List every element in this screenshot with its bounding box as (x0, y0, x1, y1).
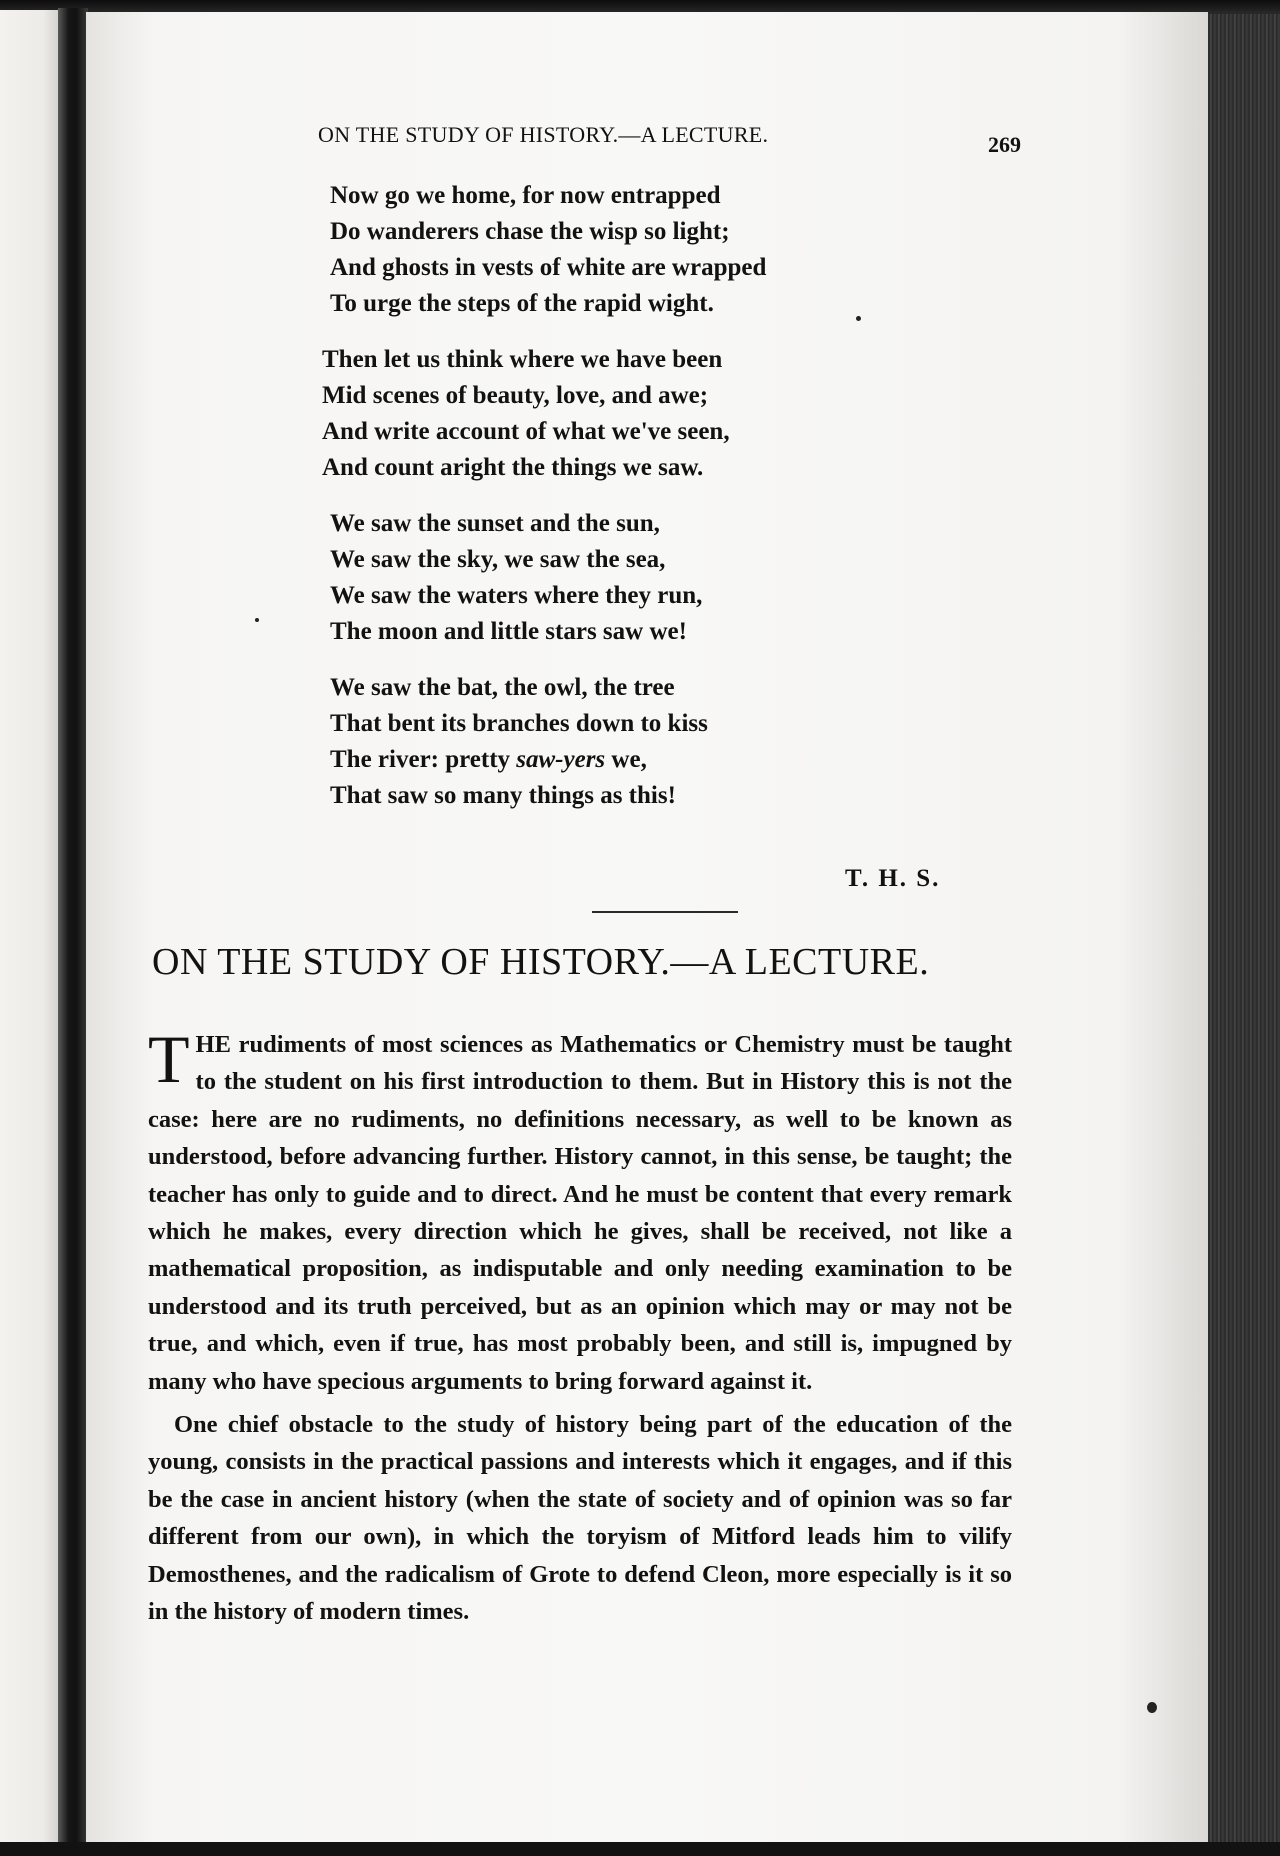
paragraph-1-text: HE rudiments of most sciences as Mathematics or Chemistry must be taught to the student on his first introduction to them. But in History this is not the case: here are no rudiments, no definitions necessary, as well to be known as understood, before advancing further. History cannot, in this sense, be taught; the teacher has only to guide and to direct. And he must be content that every remark which he makes, every direction which he gives, shall be received, not like a mathematical proposition, as indisputable and only needing examination to be understood and its truth perceived, but as an opinion which may or may not be true, and which, even if true, has most probably been, and still is, impugned by many who have specious arguments to bring forward against it. (148, 1031, 1012, 1395)
poem-stanza-3 (330, 506, 1030, 650)
drop-cap: T (148, 1021, 190, 1097)
poem-signature: T. H. S. (845, 865, 941, 892)
poem-line: Now go we home, for now entrapped (330, 182, 721, 209)
poem-line: We saw the sky, we saw the sea, (330, 546, 666, 573)
running-head-title: ON THE STUDY OF HISTORY.—A LECTURE. (318, 122, 769, 147)
poem-line-end: we, (605, 746, 647, 773)
poem-line: We saw the waters where they run, (330, 582, 703, 609)
poem-line: Mid scenes of beauty, love, and awe; (322, 382, 709, 409)
poem-line: Then let us think where we have been (322, 346, 723, 373)
scan-speck (255, 618, 259, 622)
article-paragraph-2: One chief obstacle to the study of history being part of the education of the young, consists in the practical passions and interests which it engages, and if this be the case in ancient history (when the state of society and of opinion was so far different from our own), in which the toryism of Mitford leads him to vilify Demosthenes, and the radicalism of Grote to defend Cleon, more especially is it so in the history of modern times. (148, 1411, 1012, 1626)
poem-line: We saw the bat, the owl, the tree (330, 674, 675, 701)
scan-bottom-edge (0, 1842, 1280, 1856)
poem-line: And count aright the things we saw. (322, 454, 704, 481)
poem-line: We saw the sunset and the sun, (330, 510, 660, 537)
poem-stanza-2 (322, 342, 1030, 486)
poem-stanza-4 (330, 670, 1030, 814)
article-title: ON THE STUDY OF HISTORY.—A LECTURE. (152, 941, 930, 983)
section-divider (592, 911, 738, 913)
book-gutter (58, 8, 88, 1856)
article-paragraph-1 (148, 1021, 1012, 1400)
poem-line: That saw so many things as this! (330, 782, 676, 809)
poem-line-italic (330, 742, 1030, 778)
poem-line: The moon and little stars saw we! (330, 618, 687, 645)
poem-line: And write account of what we've seen, (322, 418, 730, 445)
poem-italic-word: saw-yers (516, 746, 606, 773)
poem-line: Do wanderers chase the wisp so light; (330, 218, 730, 245)
poem-line: And ghosts in vests of white are wrapped (330, 254, 767, 281)
scan-speck (856, 316, 861, 321)
poem-stanza-1 (330, 178, 1030, 322)
poem-line: That bent its branches down to kiss (330, 710, 708, 737)
poem-line-start: The river: pretty (330, 746, 511, 773)
poem (322, 178, 1030, 834)
article-body (148, 1021, 1012, 1631)
facing-page-edge (0, 10, 62, 1856)
page-number: 269 (988, 132, 1021, 157)
scan-speck (1147, 1702, 1157, 1713)
page-stack-edges (1205, 14, 1280, 1856)
poem-line: To urge the steps of the rapid wight. (330, 290, 714, 317)
